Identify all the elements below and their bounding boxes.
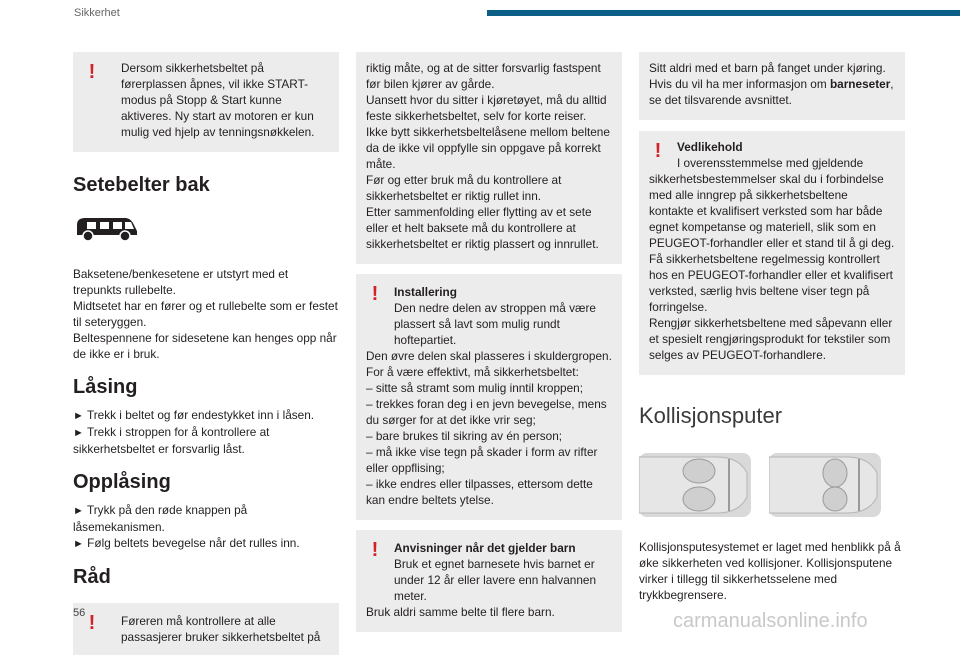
rear-belts-text-1: Baksetene/benkesetene er utstyrt med et trepunkts rullebelte. [73, 267, 289, 297]
installation-box [356, 274, 622, 520]
unlocking-step-2: ► Følg beltets bevegelse når det rulles inn. [73, 536, 300, 550]
maintenance-title: Vedlikehold [677, 140, 743, 154]
arrow-right-icon: ► [73, 538, 84, 550]
advice-title: Råd [73, 566, 111, 588]
locking-step-2: ► Trekk i stroppen for å kontrollere at sikkerhetsbeltet er forsvarlig låst. [73, 425, 270, 456]
unlocking-title: Opplåsing [73, 471, 171, 493]
belt-usage-p3: Ikke bytt sikkerhetsbeltelåsene mellom beltene da de ikke vil oppfylle sin oppgave på korrekt måte. [366, 125, 610, 171]
warning-text: Dersom sikkerhetsbeltet på førerplassen åpnes, vil ikke START-modus på Stopp & Start kunne aktiveres. Ny start av motoren er kun mulig ved hjelp av tenningsnøkkelen. [121, 61, 315, 139]
children-title: Anvisninger når det gjelder barn [394, 541, 576, 555]
maintenance-p3: Rengjør sikkerhetsbeltene med såpevann eller et spesielt rengjøringsprodukt for tekstiler som selges av PEUGEOT-forhandlere. [649, 316, 893, 362]
belt-usage-p1: riktig måte, og at de sitter forsvarlig fastspent før bilen kjører av gårde. [366, 61, 601, 91]
child-lap-box [639, 52, 905, 120]
arrow-right-icon: ► [73, 505, 84, 517]
rear-belts-text-3: Beltespennene for sidesetene kan henges opp når de ikke er i bruk. [73, 331, 337, 361]
child-lap-p2: Hvis du vil ha mer informasjon om barneseter, se det tilsvarende avsnittet. [649, 77, 894, 107]
installation-title: Installering [394, 285, 457, 299]
warning-icon: ! [88, 61, 96, 83]
arrow-right-icon: ► [73, 410, 84, 422]
arrow-right-icon: ► [73, 427, 84, 439]
warning-icon: ! [88, 612, 96, 634]
installation-item: – må ikke vise tegn på skader i form av rifter eller oppflising; [366, 445, 598, 475]
maintenance-box [639, 131, 905, 375]
belt-usage-box [356, 52, 622, 264]
installation-p1: Den nedre delen av stroppen må være plassert så lavt som mulig rundt hoftepartiet. [394, 301, 596, 347]
watermark: carmanualsonline.info [673, 610, 868, 632]
installation-item: – bare brukes til sikring av én person; [366, 429, 563, 443]
warning-icon: ! [371, 539, 379, 561]
maintenance-p2: Få sikkerhetsbeltene regelmessig kontrollert hos en PEUGEOT-forhandler eller et kvalifisert verksted, særlig hvis beltene viser tegn på forringelse. [649, 252, 893, 314]
airbags-text: Kollisjonsputesystemet er laget med henblikk på å øke sikkerheten ved kollisjoner. Kollisjonsputene virker i tillegg til sikkerhetsselene med trykkbegrensere. [639, 540, 901, 602]
unlocking-step-1: ► Trykk på den røde knappen på låsemekanismen. [73, 503, 248, 534]
van-seats-icon [73, 213, 339, 248]
child-seats-link-text: barneseter [829, 77, 891, 91]
installation-item: – trekkes foran deg i en jevn bevegelse, mens du sørger for at det ikke vrir seg; [366, 397, 607, 427]
children-box [356, 530, 622, 632]
children-p1: Bruk et egnet barnesete hvis barnet er under 12 år eller lavere enn halvannen meter. [394, 557, 596, 603]
warning-icon: ! [654, 140, 662, 162]
header-accent-bar [487, 10, 960, 16]
advice-box [73, 603, 339, 655]
belt-usage-p5: Etter sammenfolding eller flytting av et sete eller et helt baksete må du kontrollere at sikkerhetsbeltet er riktig plassert og innrullet. [366, 205, 599, 251]
airbag-diagram-front-icon [639, 449, 751, 521]
column-1 [73, 52, 339, 655]
warning-icon: ! [371, 283, 379, 305]
belt-usage-p4: Før og etter bruk må du kontrollere at sikkerhetsbeltet er riktig rullet inn. [366, 173, 562, 203]
rear-belts-title: Setebelter bak [73, 174, 210, 196]
child-lap-p1: Sitt aldri med et barn på fanget under kjøring. [649, 61, 886, 75]
warning-box-stop-start [73, 52, 339, 152]
advice-text: Føreren må kontrollere at alle passasjerer bruker sikkerhetsbeltet på [121, 614, 321, 644]
airbag-diagrams [639, 449, 905, 521]
installation-p3: For å være effektivt, må sikkerhetsbeltet: [366, 365, 579, 379]
maintenance-p1: I overensstemmelse med gjeldende sikkerhetsbestemmelser skal du i forbindelse med alle inngrep på sikkerhetsbeltene kontakte et kvalifisert verksted som har både egnet kompetanse og materiell, slik som en PEUGEOT-forhandler eller et stand til å gi deg. [649, 156, 895, 250]
column-3 [639, 52, 905, 603]
locking-step-1: ► Trekk i beltet og før endestykket inn i låsen. [73, 408, 315, 422]
column-2 [356, 52, 622, 632]
installation-item: – ikke endres eller tilpasses, ettersom dette kan endre beltets ytelse. [366, 477, 593, 507]
belt-usage-p2: Uansett hvor du sitter i kjøretøyet, må du alltid feste sikkerhetsbeltet, selv for korte reiser. [366, 93, 607, 123]
installation-p2: Den øvre delen skal plasseres i skuldergropen. [366, 349, 612, 363]
rear-belts-text-2: Midtsetet har en fører og et rullebelte som er festet til seteryggen. [73, 299, 338, 329]
children-p2: Bruk aldri samme belte til flere barn. [366, 605, 555, 619]
header-section-title: Sikkerhet [74, 7, 120, 19]
installation-item: – sitte så stramt som mulig inntil kroppen; [366, 381, 584, 395]
airbags-title: Kollisjonsputer [639, 403, 783, 428]
locking-title: Låsing [73, 376, 138, 398]
airbag-diagram-side-icon [769, 449, 881, 521]
page-number: 56 [73, 607, 86, 619]
